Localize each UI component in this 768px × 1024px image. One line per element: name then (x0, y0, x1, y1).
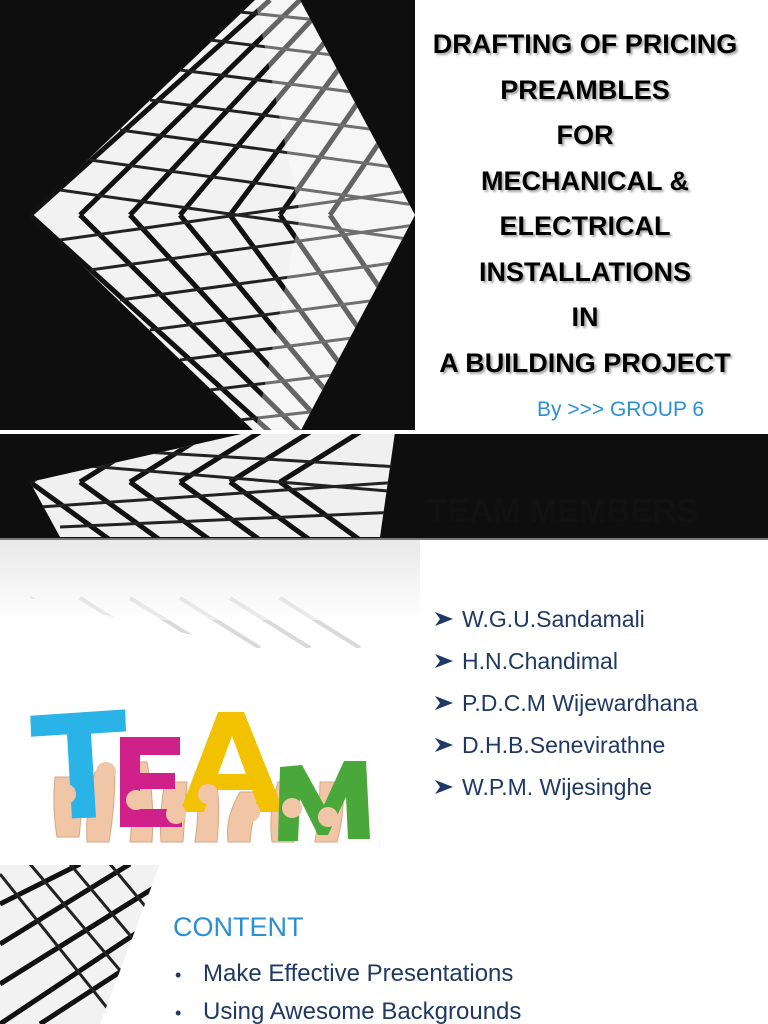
member-name: W.P.M. Wijesinghe (462, 773, 653, 800)
arrow-bullet-icon (433, 736, 460, 754)
team-slide (0, 432, 768, 864)
list-item (175, 960, 521, 998)
list-item (433, 724, 698, 766)
list-item (433, 766, 698, 808)
slide-divider (0, 861, 768, 865)
bullet-icon: • (175, 1003, 182, 1023)
title-line: ELECTRICAL (499, 211, 671, 241)
content-item: Make Effective Presentations (203, 960, 514, 987)
title-line: DRAFTING OF PRICING (432, 29, 738, 59)
list-item (175, 998, 521, 1024)
member-name: W.G.U.Sandamali (462, 605, 645, 632)
title-line: A BUILDING PROJECT (439, 347, 731, 378)
title-line: PREAMBLES (500, 74, 670, 105)
title-line: MECHANICAL & (481, 165, 689, 196)
team-members-title: TEAM MEMBERS (427, 492, 699, 529)
slide-divider (0, 430, 768, 434)
member-name: P.D.C.M Wijewardhana (462, 689, 699, 716)
title-line: IN (571, 302, 599, 332)
group-byline: By >>> GROUP 6 (537, 398, 705, 421)
list-item (433, 682, 698, 724)
content-title: CONTENT (173, 912, 304, 942)
slide-title (405, 22, 765, 386)
team-member-list (433, 598, 698, 808)
arrow-bullet-icon (433, 778, 460, 796)
bullet-icon: • (175, 965, 182, 985)
title-slide (0, 0, 768, 432)
title-line: FOR (556, 120, 614, 150)
arrow-bullet-icon (433, 694, 460, 712)
list-item (433, 640, 698, 682)
content-slide (0, 864, 768, 1024)
content-list (175, 960, 521, 1024)
arrow-bullet-icon (433, 652, 460, 670)
list-item (433, 598, 698, 640)
content-item: Using Awesome Backgrounds (203, 998, 522, 1024)
title-line: INSTALLATIONS (479, 256, 691, 287)
member-name: D.H.B.Senevirathne (462, 731, 666, 758)
arrow-bullet-icon (433, 610, 460, 628)
member-name: H.N.Chandimal (462, 647, 618, 674)
